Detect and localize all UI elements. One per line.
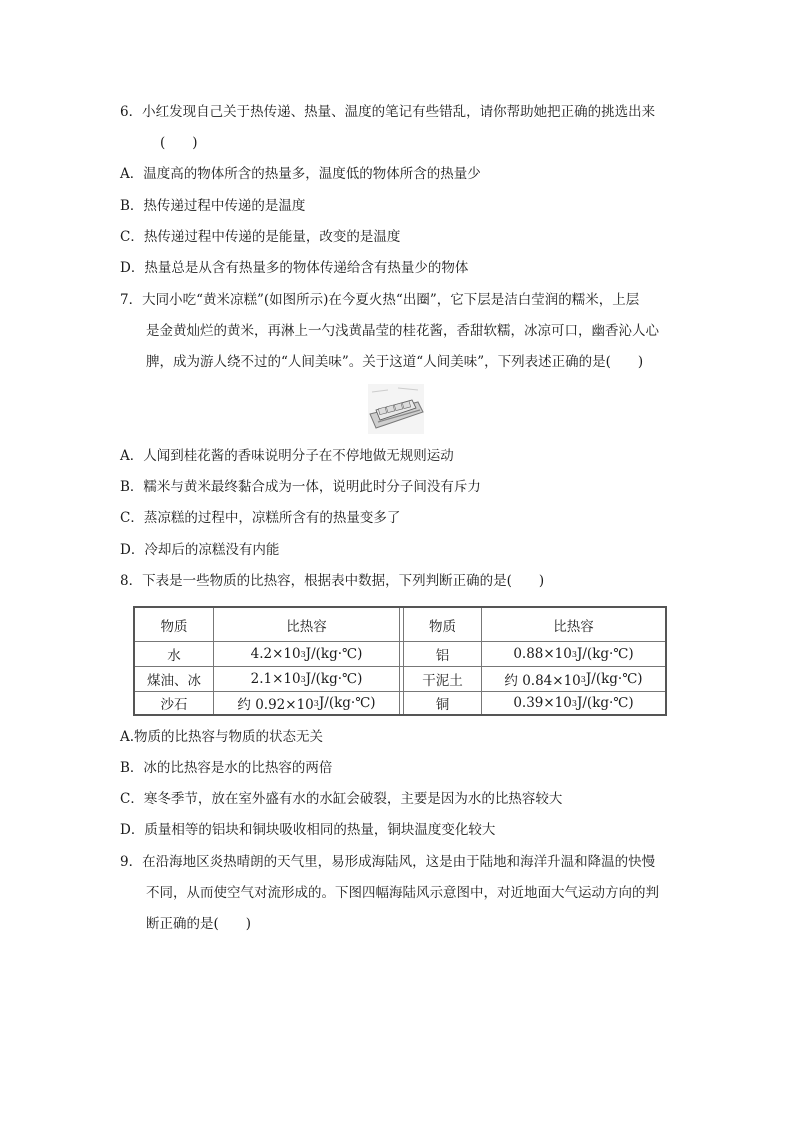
q8-option-b: B．冰的比热容是水的比热容的两倍 (120, 760, 333, 776)
q9-stem-line-2: 不同，从而使空气对流形成的。下图四幅海陆风示意图中，对近地面大气运动方向的判 (146, 885, 659, 901)
q9-stem-line-1: 9．在沿海地区炎热晴朗的天气里，易形成海陆风，这是由于陆地和海洋升温和降温的快慢 (120, 854, 656, 870)
table-row-1-material-1: 水 (167, 648, 181, 664)
q7-stem-line-1: 7．大同小吃“黄米凉糕”(如图所示)在今夏火热“出圈”，它下层是洁白莹润的糯米，上层 (120, 292, 640, 308)
q9-stem-line-3: 断正确的是( ) (146, 916, 252, 932)
q8-stem: 8．下表是一些物质的比热容，根据表中数据，下列判断正确的是( ) (120, 573, 545, 589)
q6-stem: 6．小红发现自己关于热传递、热量、温度的笔记有些错乱，请你帮助她把正确的挑选出来 (120, 104, 656, 120)
table-header-heat-1: 比热容 (286, 618, 327, 635)
table-row-3-material-1: 沙石 (160, 697, 188, 713)
table-header-heat-2: 比热容 (553, 618, 594, 635)
q6-option-d: D．热量总是从含有热量多的物体传递给含有热量少的物体 (120, 260, 469, 276)
q8-option-a: A.物质的比热容与物质的状态无关 (120, 729, 324, 745)
table-header-material-2: 物质 (429, 618, 456, 635)
q7-option-c: C．蒸凉糕的过程中，凉糕所含有的热量变多了 (120, 510, 401, 526)
table-row-2-value-2: 约 0.84×10 3 J/(kg·℃) (504, 671, 643, 689)
q6-option-a: A．温度高的物体所含的热量多，温度低的物体所含的热量少 (120, 166, 481, 182)
q6-option-b: B．热传递过程中传递的是温度 (120, 198, 306, 214)
q7-option-b: B．糯米与黄米最终黏合成为一体，说明此时分子间没有斥力 (120, 479, 481, 495)
table-row-3-material-2: 铜 (435, 697, 450, 713)
table-row-3-value-1: 约 0.92×10 3 J/(kg·℃) (237, 695, 376, 713)
table-row-1-value-1: 4.2×10 3 J/(kg·℃) (250, 646, 363, 662)
q7-option-d: D．冷却后的凉糕没有内能 (120, 542, 280, 558)
q8-option-d: D．质量相等的铝块和铜块吸收相同的热量，铜块温度变化较大 (120, 822, 496, 838)
q6-option-c: C．热传递过程中传递的是能量，改变的是温度 (120, 229, 401, 245)
liangao-photo (368, 384, 424, 434)
table-row-1-material-2: 铝 (435, 648, 450, 664)
table-row-2-value-1: 2.1×10 3 J/(kg·℃) (250, 671, 363, 687)
q6-answer-bracket: ( ) (160, 135, 198, 151)
q7-stem-line-3: 脾，成为游人绕不过的“人间美味”。关于这道“人间美味”，下列表述正确的是( ) (146, 354, 644, 370)
table-row-3-value-2: 0.39×10 3 J/(kg·℃) (513, 695, 634, 711)
specific-heat-table (133, 606, 667, 716)
q8-option-c: C．寒冬季节，放在室外盛有水的水缸会破裂，主要是因为水的比热容较大 (120, 791, 563, 807)
table-row-2-material-1: 煤油、冰 (147, 673, 201, 689)
table-row-1-value-2: 0.88×10 3 J/(kg·℃) (513, 646, 634, 662)
q7-option-a: A．人闻到桂花酱的香味说明分子在不停地做无规则运动 (120, 448, 454, 464)
table-row-2-material-2: 干泥土 (422, 673, 463, 689)
q7-stem-line-2: 是金黄灿烂的黄米，再淋上一勺浅黄晶莹的桂花酱，香甜软糯，冰凉可口，幽香沁人心 (146, 323, 659, 339)
table-header-material-1: 物质 (160, 618, 188, 635)
